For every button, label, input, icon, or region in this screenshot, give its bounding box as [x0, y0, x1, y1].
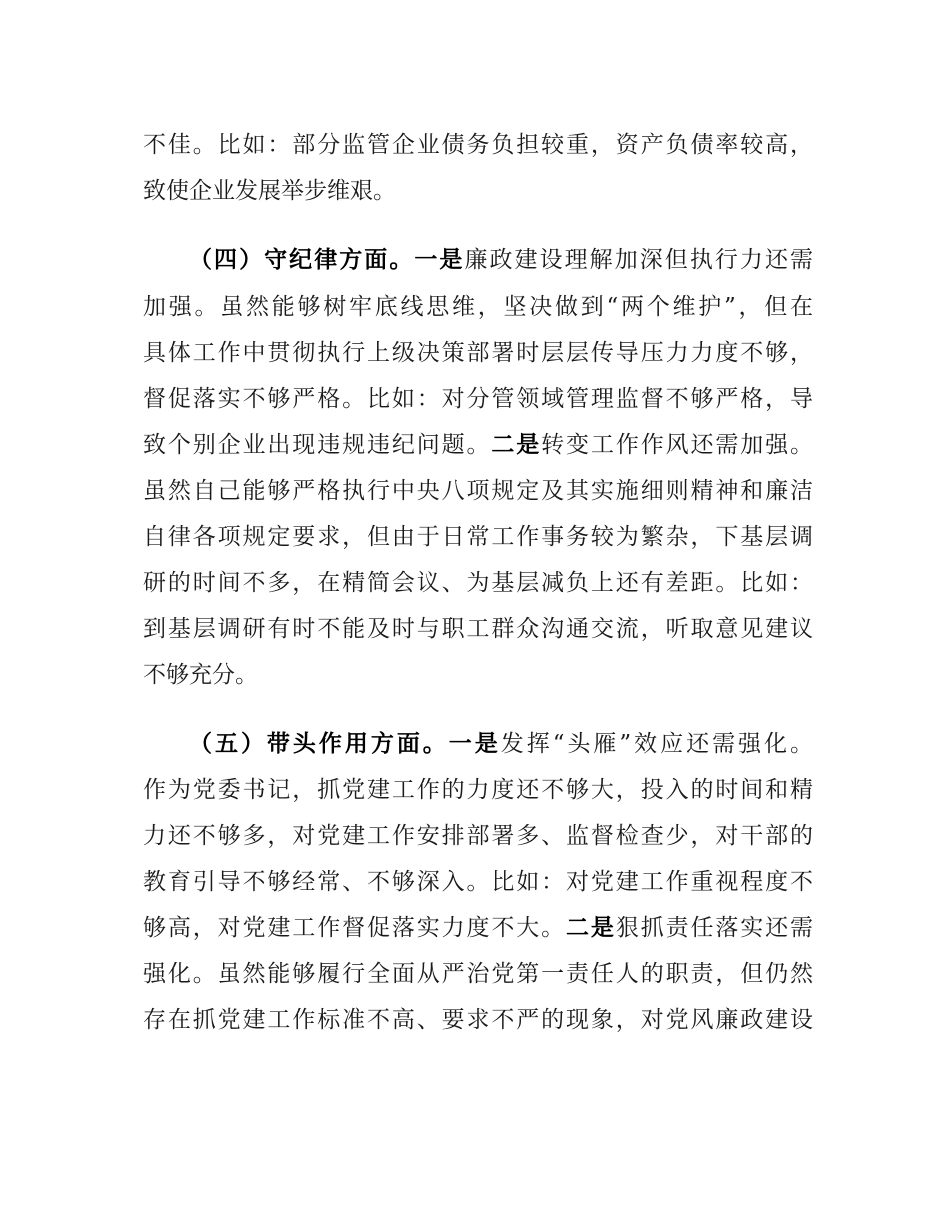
paragraph-3-line-5: [143, 908, 813, 948]
paragraph-3-line-3: 力还不够多，对党建工作安排部署多、监督检查少，对干部的: [143, 823, 813, 849]
paragraph-2-line-10: 不够充分。: [143, 662, 258, 688]
section-heading-discipline: （四）守纪律方面。: [189, 247, 415, 273]
paragraph-3-line-1-text: 发挥“头雁”效应还需强化。: [500, 731, 813, 757]
point-one-label: 一是: [414, 247, 465, 273]
paragraph-2-line-1: [189, 240, 813, 280]
point-one-label: 一是: [448, 731, 501, 757]
paragraph-2-line-8: 研的时间不多，在精简会议、为基层减负上还有差距。比如：: [143, 570, 813, 596]
paragraph-2-line-1-text: 廉政建设理解加深但执行力还需: [464, 247, 813, 273]
point-two-label: 二是: [566, 915, 616, 941]
point-two-label: 二是: [491, 432, 542, 458]
paragraph-2-line-9: 到基层调研有时不能及时与职工群众沟通交流，听取意见建议: [143, 616, 813, 642]
paragraph-3-line-7: 存在抓党建工作标准不高、要求不严的现象，对党风廉政建设: [143, 1007, 813, 1033]
paragraph-2-line-7: 自律各项规定要求，但由于日常工作事务较为繁杂，下基层调: [143, 524, 813, 550]
paragraph-1-line-1: 不佳。比如：部分监管企业债务负担较重，资产负债率较高，: [143, 132, 813, 158]
paragraph-2-line-5-text: 转变工作作风还需加强。: [541, 432, 813, 458]
paragraph-2-line-5: [143, 425, 813, 465]
section-heading-leadership: （五）带头作用方面。: [189, 731, 449, 757]
paragraph-2-line-2: 加强。虽然能够树牢底线思维，坚决做到“两个维护”，但在: [143, 294, 813, 320]
paragraph-3-line-6: 强化。虽然能够履行全面从严治党第一责任人的职责，但仍然: [143, 961, 813, 987]
paragraph-3-line-5-start: 够高，对党建工作督促落实力度不大。: [143, 915, 567, 941]
paragraph-3-line-1: [189, 724, 813, 764]
paragraph-2-line-4: 督促落实不够严格。比如：对分管领域管理监督不够严格，导: [143, 386, 813, 412]
paragraph-3-line-4: 教育引导不够经常、不够深入。比如：对党建工作重视程度不: [143, 869, 813, 895]
paragraph-3-line-2: 作为党委书记，抓党建工作的力度还不够大，投入的时间和精: [143, 777, 813, 803]
paragraph-3-line-5-text: 狠抓责任落实还需: [615, 915, 813, 941]
paragraph-2-line-6: 虽然自己能够严格执行中央八项规定及其实施细则精神和廉洁: [143, 478, 813, 504]
paragraph-1-line-2: 致使企业发展举步维艰。: [143, 178, 396, 204]
paragraph-2-line-5-start: 致个别企业出现违规违纪问题。: [143, 432, 492, 458]
paragraph-2-line-3: 具体工作中贯彻执行上级决策部署时层层传导压力力度不够，: [143, 340, 813, 366]
